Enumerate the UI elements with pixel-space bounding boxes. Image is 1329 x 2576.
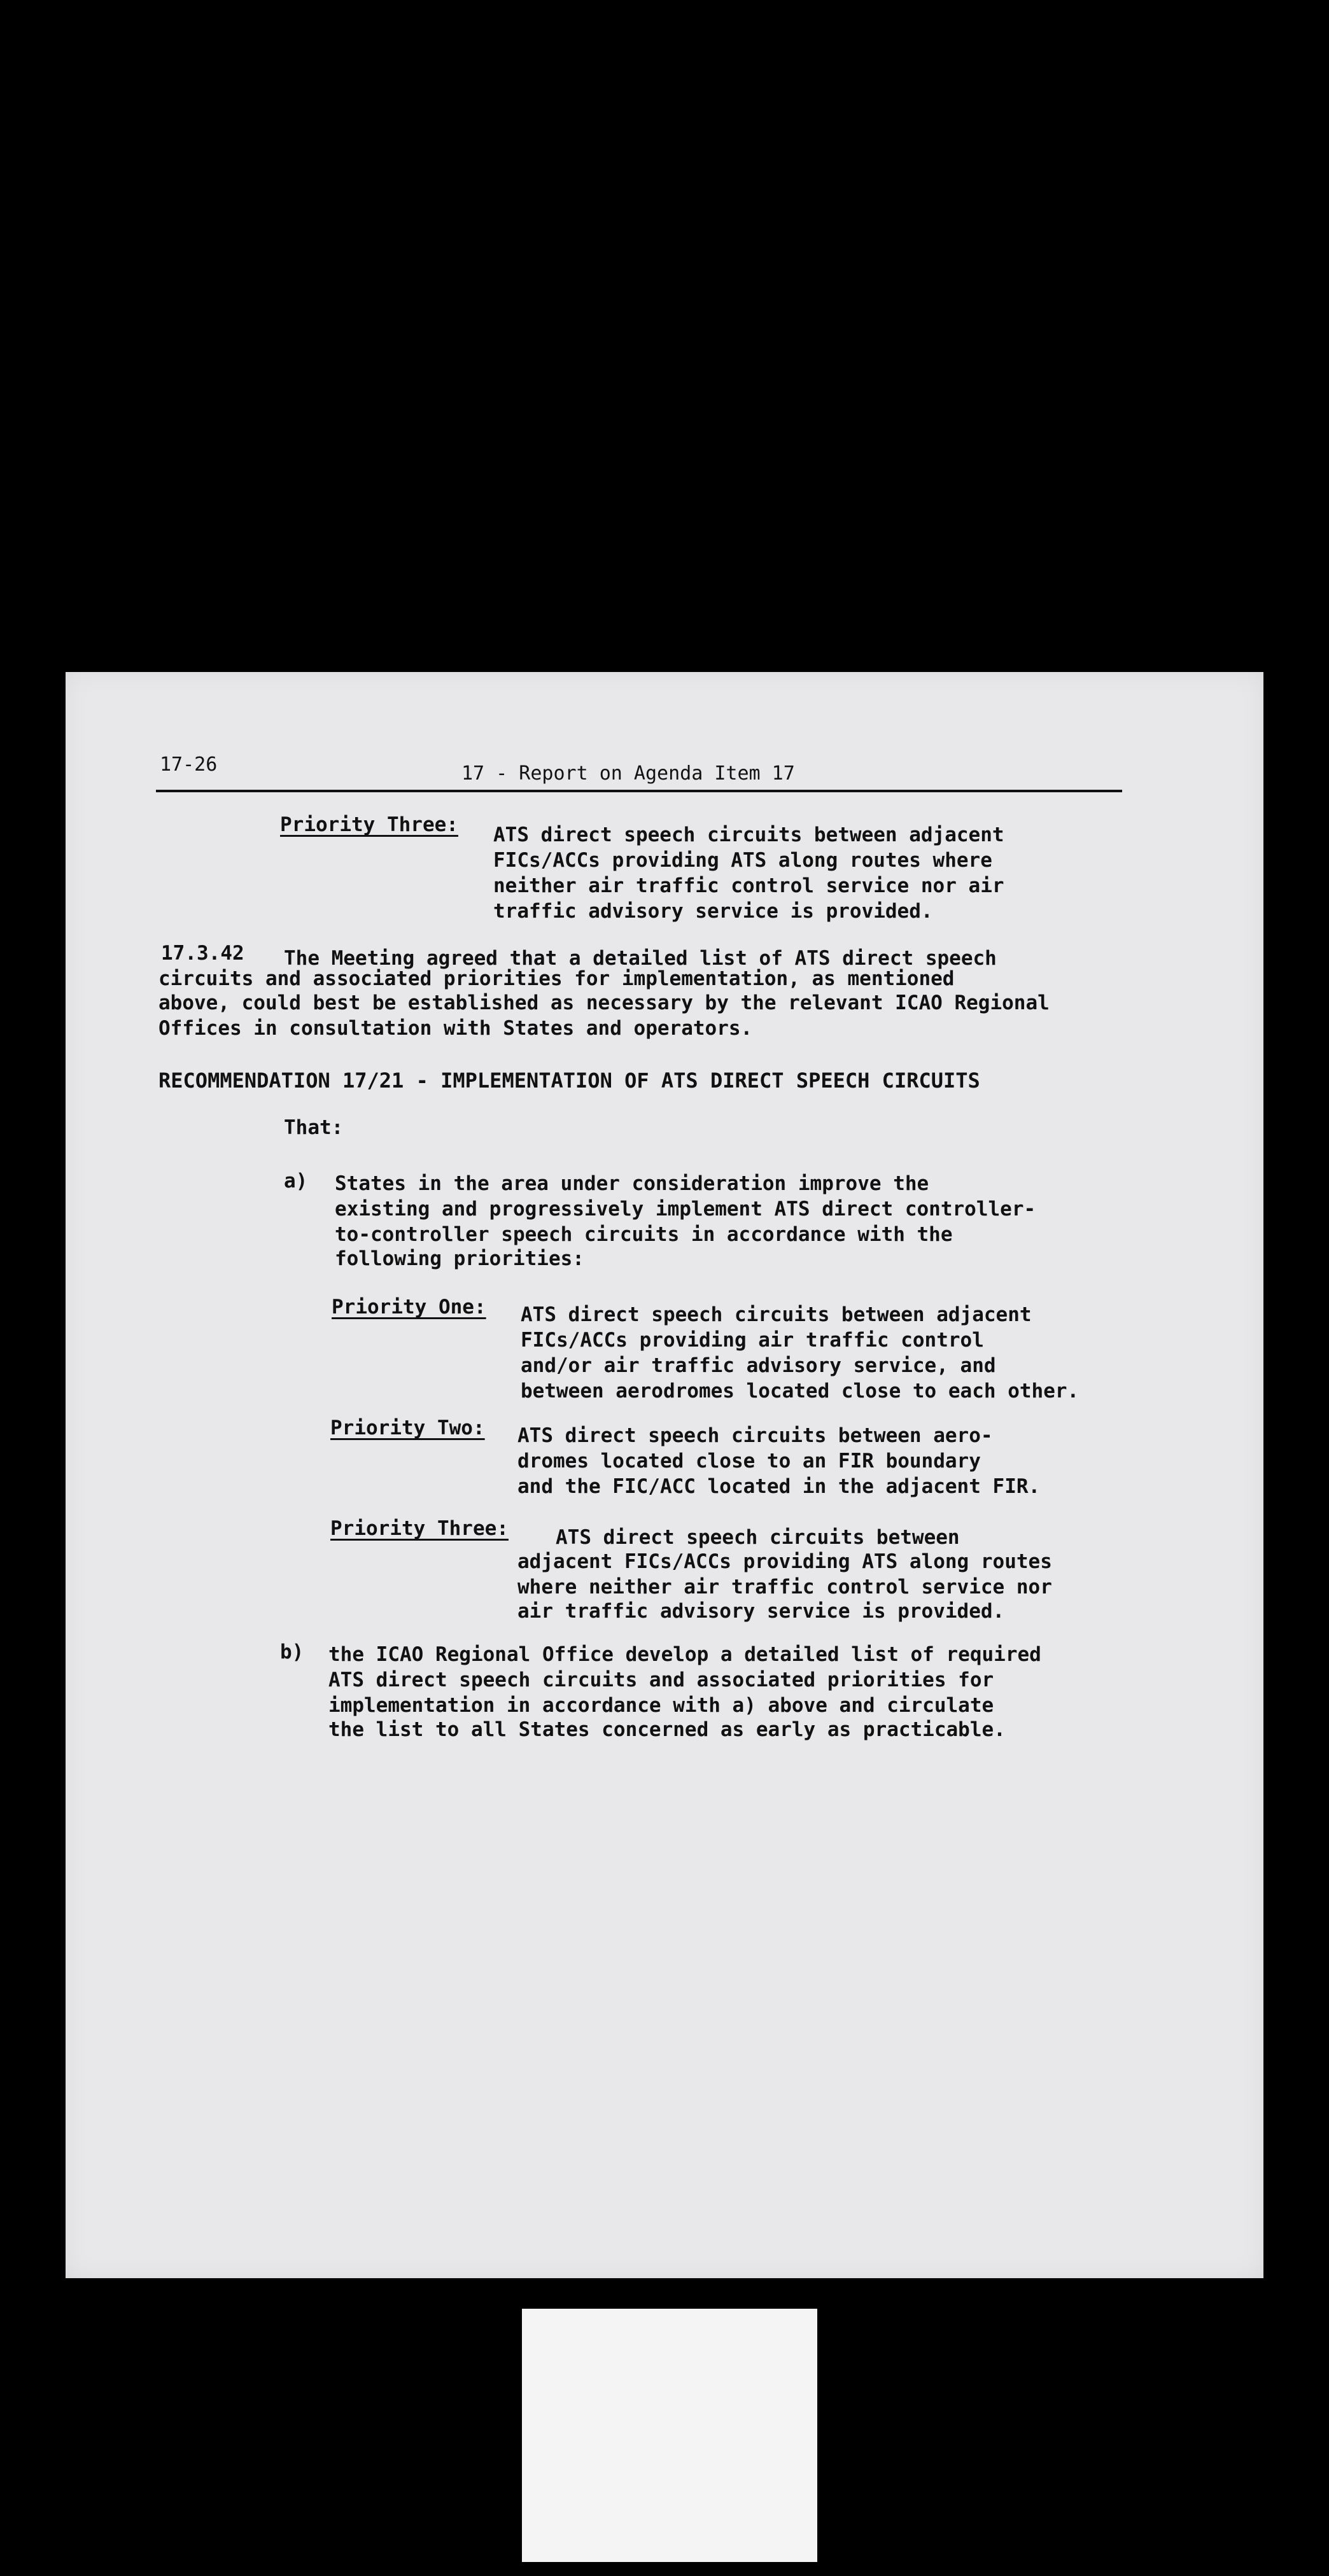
- priority-two-label: Priority Two:: [330, 1417, 485, 1439]
- priority-three-line-3: neither air traffic control service nor air: [493, 874, 1004, 897]
- item-b-marker: b): [280, 1641, 304, 1663]
- header-rule: [156, 790, 1122, 792]
- paragraph-line-3: above, could best be established as necessary by the relevant ICAO Regional: [158, 991, 1050, 1014]
- item-b-line-4: the list to all States concerned as early as practicable.: [328, 1718, 1006, 1741]
- item-b-line-2: ATS direct speech circuits and associated priorities for: [328, 1669, 994, 1691]
- paragraph-line-4: Offices in consultation with States and operators.: [158, 1017, 753, 1040]
- priority-one-label: Priority One:: [332, 1296, 486, 1319]
- that-label: That:: [284, 1116, 344, 1139]
- document-page: [66, 672, 1263, 2278]
- priority-three-2-line-3: where neither air traffic control service nor: [517, 1576, 1052, 1599]
- priority-three-2-line-4: air traffic advisory service is provided.: [517, 1600, 1005, 1623]
- priority-three-label: Priority Three:: [280, 813, 458, 836]
- item-a-marker: a): [284, 1170, 308, 1193]
- recommendation-heading: RECOMMENDATION 17/21 - IMPLEMENTATION OF ATS DIRECT SPEECH CIRCUITS: [158, 1068, 980, 1093]
- item-b-line-1: the ICAO Regional Office develop a detailed list of required: [328, 1643, 1041, 1666]
- paragraph-line-2: circuits and associated priorities for implementation, as mentioned: [158, 967, 955, 990]
- priority-three-2-line-1: ATS direct speech circuits between: [556, 1526, 960, 1549]
- priority-two-line-3: and the FIC/ACC located in the adjacent FIR.: [517, 1475, 1041, 1498]
- page-header-title: 17 - Report on Agenda Item 17: [461, 762, 795, 785]
- item-a-line-1: States in the area under consideration improve the: [335, 1172, 929, 1195]
- item-a-line-2: existing and progressively implement ATS direct controller-: [335, 1198, 1036, 1221]
- priority-three-2-line-2: adjacent FICs/ACCs providing ATS along routes: [517, 1550, 1052, 1573]
- priority-two-line-2: dromes located close to an FIR boundary: [517, 1450, 981, 1473]
- priority-one-line-2: FICs/ACCs providing air traffic control: [521, 1329, 984, 1352]
- item-a-line-3: to-controller speech circuits in accordance with the: [335, 1223, 953, 1246]
- item-b-line-3: implementation in accordance with a) above and circulate: [328, 1694, 994, 1717]
- priority-three-label-2: Priority Three:: [330, 1517, 509, 1540]
- page-number: 17-26: [160, 753, 218, 776]
- priority-one-line-3: and/or air traffic advisory service, and: [521, 1354, 996, 1377]
- priority-three-line-2: FICs/ACCs providing ATS along routes where: [493, 849, 992, 872]
- priority-one-line-4: between aerodromes located close to each other.: [521, 1380, 1079, 1403]
- paragraph-line-1: The Meeting agreed that a detailed list of ATS direct speech: [284, 947, 997, 970]
- priority-three-line-1: ATS direct speech circuits between adjacent: [493, 823, 1004, 846]
- blank-card: [522, 2309, 817, 2562]
- priority-one-line-1: ATS direct speech circuits between adjacent: [521, 1303, 1032, 1326]
- item-a-line-4: following priorities:: [335, 1247, 584, 1270]
- paragraph-number: 17.3.42: [161, 942, 244, 965]
- priority-two-line-1: ATS direct speech circuits between aero-: [517, 1424, 993, 1447]
- priority-three-line-4: traffic advisory service is provided.: [493, 900, 933, 923]
